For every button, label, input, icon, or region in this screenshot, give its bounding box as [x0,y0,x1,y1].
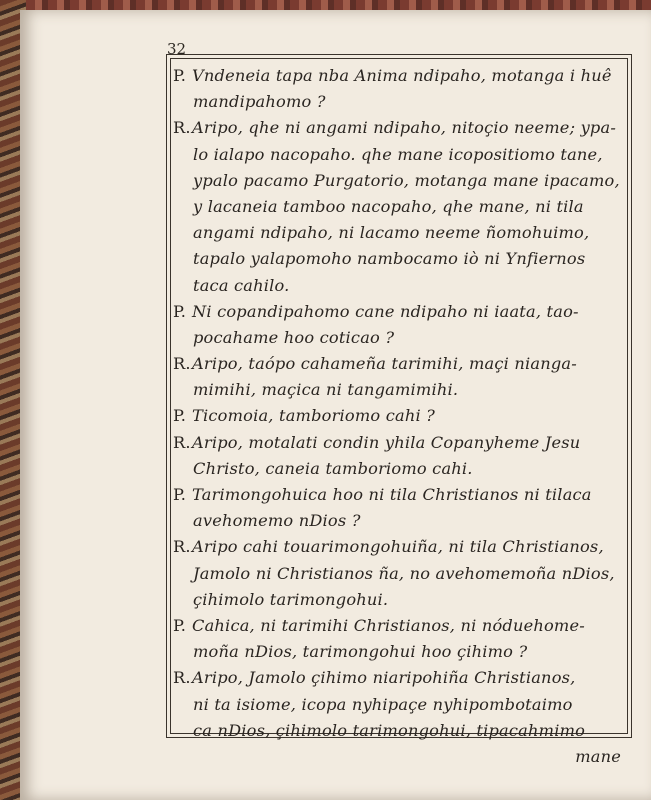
text-line [173,194,625,220]
line-text: Aripo, qhe ni angami ndipaho, nitoçio neeme; ypa- [192,118,616,138]
speaker-marker: R. [173,537,191,557]
line-text: Christo, caneia tamboriomo cahi. [193,458,473,478]
text-line [173,299,625,325]
text-line [173,377,625,403]
text-line [173,482,625,508]
catechism-text [173,63,625,770]
line-text: Aripo, motalati condin yhila Copanyheme Jesu [192,432,581,452]
line-text: angami ndipaho, ni lacamo neeme ñomohuimo, [193,223,590,243]
text-line [173,273,625,299]
marbled-edge [26,0,651,10]
line-text: Aripo cahi touarimongohuiña, ni tila Christianos, [192,537,604,557]
speaker-marker: P. [173,301,187,321]
line-text: mimihi, maçica ni tangamimihi. [193,380,459,400]
line-text: mane [575,746,621,766]
text-line [173,168,625,194]
text-frame [166,54,632,766]
text-line [173,63,625,89]
line-text: Cahica, ni tarimihi Christianos, ni nóduehome- [192,615,585,635]
text-line [173,403,625,429]
speaker-marker: R. [173,118,191,138]
text-line [173,351,625,377]
line-text: tapalo yalapomoho nambocamo iò ni Ynfiernos [193,249,586,269]
line-text: Jamolo ni Christianos ña, no avehomemoña nDios, [193,563,615,583]
line-text: Ni copandipahomo cane ndipaho ni iaata, tao- [192,301,579,321]
line-text: ca nDios, çihimolo tarimongohui, tipacahmimo [193,720,586,740]
line-text: çihimolo tarimongohui. [193,589,389,609]
line-text: Ticomoia, tamboriomo cahi ? [192,406,436,426]
text-line [173,718,625,744]
line-text: pocahame hoo coticao ? [193,327,395,347]
text-line [173,665,625,691]
line-text: Tarimongohuica hoo ni tila Christianos ni tilaca [192,485,592,504]
line-text: taca cahilo. [193,275,290,295]
speaker-marker: R. [173,432,191,452]
text-line [173,430,625,456]
line-text: ypalo pacamo Purgatorio, motanga mane ipacamo, [193,170,620,190]
speaker-marker: P. [173,485,187,504]
text-line [173,587,625,613]
line-text: lo ialapo nacopaho. qhe mane icopositiomo tane, [193,144,603,164]
text-line [173,613,625,639]
line-text: Vndeneia tapa nba Anima ndipaho, motanga i huê [192,66,612,85]
speaker-marker: P. [173,615,187,635]
text-line [173,220,625,246]
text-line [173,639,625,665]
text-line [173,508,625,534]
text-line [173,692,625,718]
line-text: moña nDios, tarimongohui hoo çihimo ? [193,642,528,662]
text-line [173,246,625,272]
page-number: 32 [167,40,187,58]
line-text: y lacaneia tamboo nacopaho, qhe mane, ni tila [193,196,584,216]
line-text: ni ta isiome, icopa nyhipaçe nyhipombotaimo [193,694,573,714]
speaker-marker: R. [173,354,191,374]
text-line [173,89,625,115]
speaker-marker: R. [173,668,191,688]
line-text: Aripo, taópo cahameña tarimihi, maçi nianga- [192,354,577,374]
line-text: avehomemo nDios ? [193,511,361,531]
text-line [173,325,625,351]
speaker-marker: P. [173,406,187,426]
text-line [173,142,625,168]
text-line [173,744,625,770]
line-text: mandipahomo ? [193,92,326,112]
speaker-marker: P. [173,66,187,85]
text-line [173,534,625,560]
text-line [173,456,625,482]
text-line [173,561,625,587]
line-text: Aripo, Jamolo çihimo niaripohiña Christianos, [192,668,576,688]
text-line [173,115,625,141]
